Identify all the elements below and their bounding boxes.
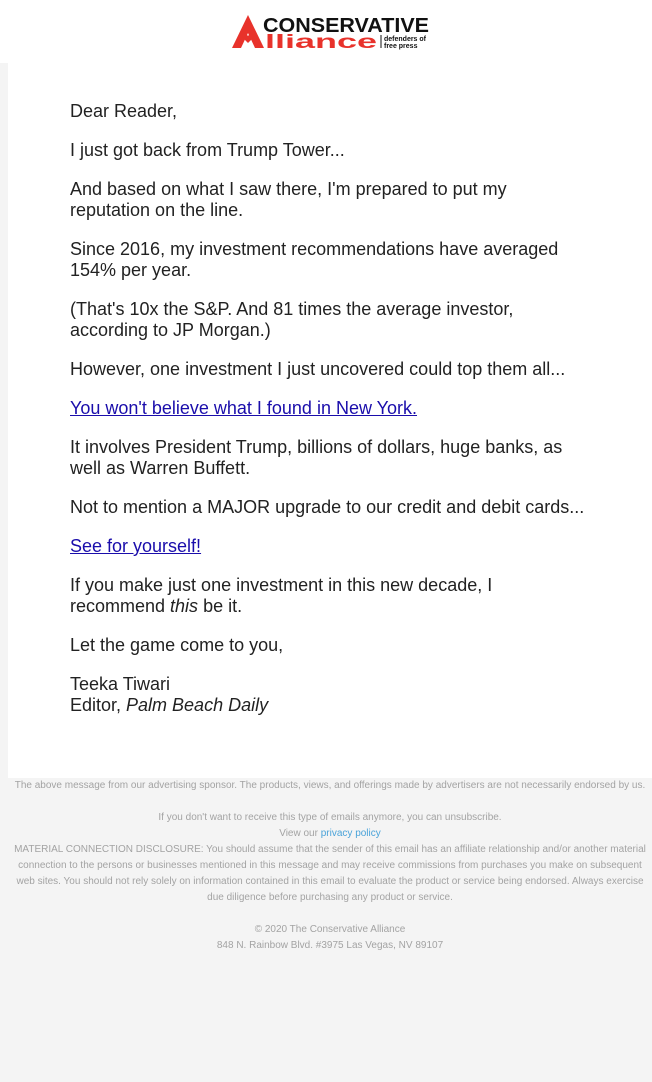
privacy-policy-link[interactable]: privacy policy (320, 828, 381, 839)
paragraph: Not to mention a MAJOR upgrade to our credit and debit cards... (70, 497, 585, 517)
logo-bottom-text: lliance (265, 32, 377, 50)
closing: Let the game come to you, (70, 635, 284, 655)
signature (70, 674, 590, 716)
sponsor-notice: The above message from our advertising sponsor. The products, views, and offerings made by advertisers are not necessarily endorsed by us. (14, 780, 646, 791)
link-paragraph (70, 536, 590, 557)
paragraph: I just got back from Trump Tower... (70, 140, 345, 160)
letter-container (8, 63, 652, 778)
logo-tagline-2: free press (384, 43, 418, 50)
paragraph-text: If you make just one investment in this new decade, I recommend (70, 575, 493, 616)
email-header (0, 0, 652, 63)
paragraph: However, one investment I just uncovered could top them all... (70, 359, 566, 379)
logo-tagline-1: defenders of (384, 36, 427, 43)
paragraph: (That's 10x the S&P. And 81 times the average investor, according to JP Morgan.) (70, 299, 514, 340)
new-york-link[interactable]: You won't believe what I found in New York. (70, 398, 418, 418)
disclosure-text: MATERIAL CONNECTION DISCLOSURE: You should assume that the sender of this email has an affiliate relationship and/or another material connection to the persons or businesses mentioned in this message and may receive commissions from purchases you make on subsequent web sites. You should not rely solely on information contained in this email to evaluate the product or service being endorsed. Always exercise due diligence before purchasing any product or service. (14, 844, 646, 903)
paragraph-text: be it. (198, 596, 243, 616)
greeting: Dear Reader, (70, 101, 178, 121)
letter-body (70, 101, 590, 716)
signature-name: Teeka Tiwari (70, 674, 171, 694)
see-for-yourself-link[interactable]: See for yourself! (70, 536, 202, 556)
paragraph: And based on what I saw there, I'm prepared to put my reputation on the line. (70, 179, 507, 220)
conservative-alliance-logo[interactable] (230, 12, 432, 50)
paragraph: Since 2016, my investment recommendations have averaged 154% per year. (70, 239, 559, 280)
address-text: 848 N. Rainbow Blvd. #3975 Las Vegas, NV 89107 (216, 940, 444, 951)
privacy-line (8, 826, 652, 842)
emphasis-text: this (170, 596, 199, 616)
link-paragraph (70, 398, 590, 419)
paragraph: It involves President Trump, billions of dollars, huge banks, as well as Warren Buffett. (70, 437, 563, 478)
publication-name: Palm Beach Daily (126, 695, 269, 715)
unsubscribe-text: If you don't want to receive this type of emails anymore, you can unsubscribe. (158, 812, 502, 823)
signature-title: Editor, (70, 695, 127, 715)
copyright-text: © 2020 The Conservative Alliance (254, 924, 406, 935)
paragraph (70, 575, 590, 617)
logo-top-text: CONSERVATIVE (263, 15, 429, 37)
privacy-prefix: View our (279, 828, 321, 839)
email-footer (8, 778, 652, 954)
